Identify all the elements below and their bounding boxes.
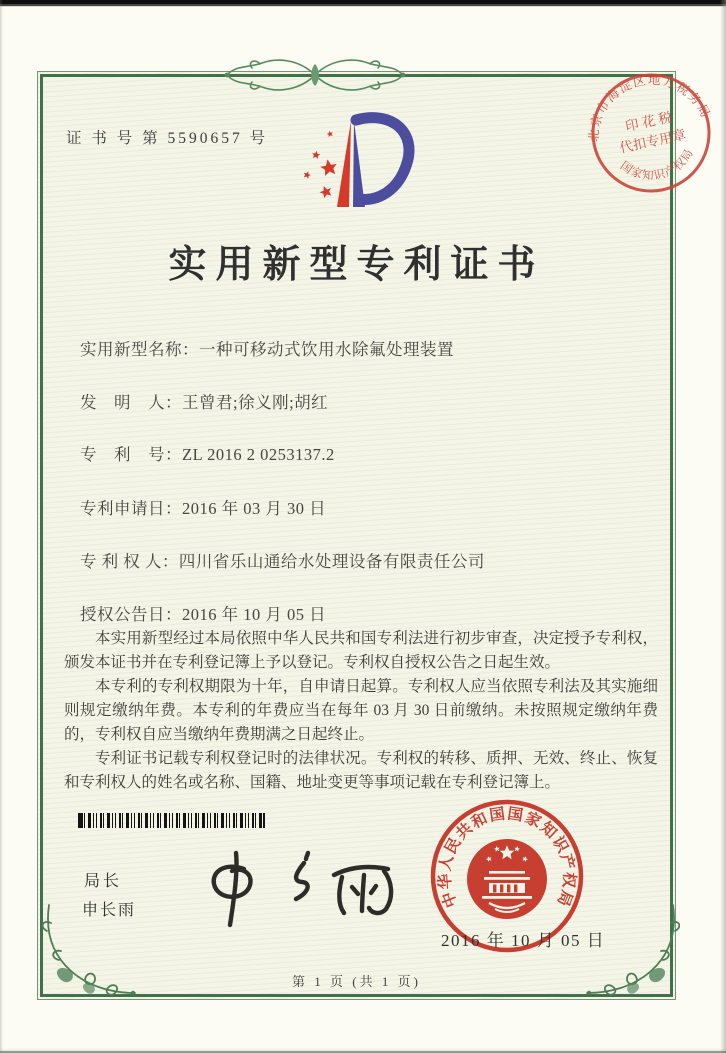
field-inventor: [80, 389, 328, 413]
field-label: 专 利 权 人：: [80, 552, 179, 571]
top-border-ornament-icon: [220, 52, 410, 98]
scan-edge-left: [0, 0, 3, 1053]
legal-text-block: [64, 627, 658, 795]
stamp-center-line2: 代扣专用章: [618, 126, 688, 156]
field-value: ZL 2016 2 0253137.2: [182, 445, 335, 464]
field-grant-date: [80, 601, 326, 625]
page-number-footer: 第 1 页 (共 1 页): [292, 974, 421, 989]
certificate-number: 证 书 号 第 5590657 号: [66, 130, 269, 147]
signer-title: 局长: [84, 873, 123, 890]
director-signature: [192, 841, 404, 931]
field-label: 专 利 号：: [80, 445, 182, 464]
signer-name: 申长雨: [82, 902, 137, 919]
field-patent-number: [80, 441, 335, 465]
seal-date: 2016 年 10 月 05 日: [441, 931, 606, 950]
field-label: 专利申请日：: [80, 499, 182, 518]
field-filing-date: [80, 495, 326, 519]
field-value: 王曾君;徐义刚;胡红: [182, 393, 329, 412]
national-emblem-icon: [467, 839, 547, 919]
stamp-arc-bottom-text: 国家知识产权局: [617, 146, 697, 183]
field-label: 实用新型名称：: [80, 340, 199, 359]
certificate-title: 实用新型专利证书: [168, 244, 545, 286]
stamp-arc-top-text: 北京市海淀区地方税务局: [586, 72, 714, 143]
legal-paragraph-2: 本专利的专利权期限为十年，自申请日起算。专利权人应当依照专利法及其实施细则规定缴纳年费。本专利的年费应当在每年 03 月 30 日前缴纳。未按照规定缴纳年费的，专利权自应当缴纳年费期满之日起终止。: [64, 678, 658, 743]
legal-paragraph-1: 本实用新型经过本局依照中华人民共和国专利法进行初步审查，决定授予专利权，颁发本证书并在专利登记簿上予以登记。专利权自授权公告之日起生效。: [64, 630, 658, 671]
legal-paragraph-3: 专利证书记载专利权登记时的法律状况。专利权的转移、质押、无效、终止、恢复和专利权人的姓名或名称、国籍、地址变更等事项记载在专利登记簿上。: [64, 750, 658, 791]
field-value: 四川省乐山通给水处理设备有限责任公司: [178, 552, 485, 571]
scan-edge-bottom: [0, 1048, 726, 1053]
cnipa-logo-icon: [292, 106, 442, 230]
field-utility-model-name: [80, 336, 454, 360]
stamp-center-line1: 印 花 税: [623, 109, 674, 134]
scan-edge-right: [720, 0, 726, 1053]
field-value: 2016 年 03 月 30 日: [182, 499, 327, 518]
ornament-leaf: [311, 64, 319, 86]
svg-text:北京市海淀区地方税务局: [575, 61, 713, 145]
field-label: 授权公告日：: [80, 605, 182, 624]
field-value: 2016 年 10 月 05 日: [182, 605, 327, 624]
field-patentee: [80, 548, 485, 572]
field-label: 发 明 人：: [80, 393, 182, 412]
field-value: 一种可移动式饮用水除氟处理装置: [199, 340, 454, 359]
seal-arc-text: 中华人民共和国国家知识产权局: [436, 805, 578, 910]
scan-edge-top: [0, 0, 726, 7]
barcode: [78, 813, 265, 828]
